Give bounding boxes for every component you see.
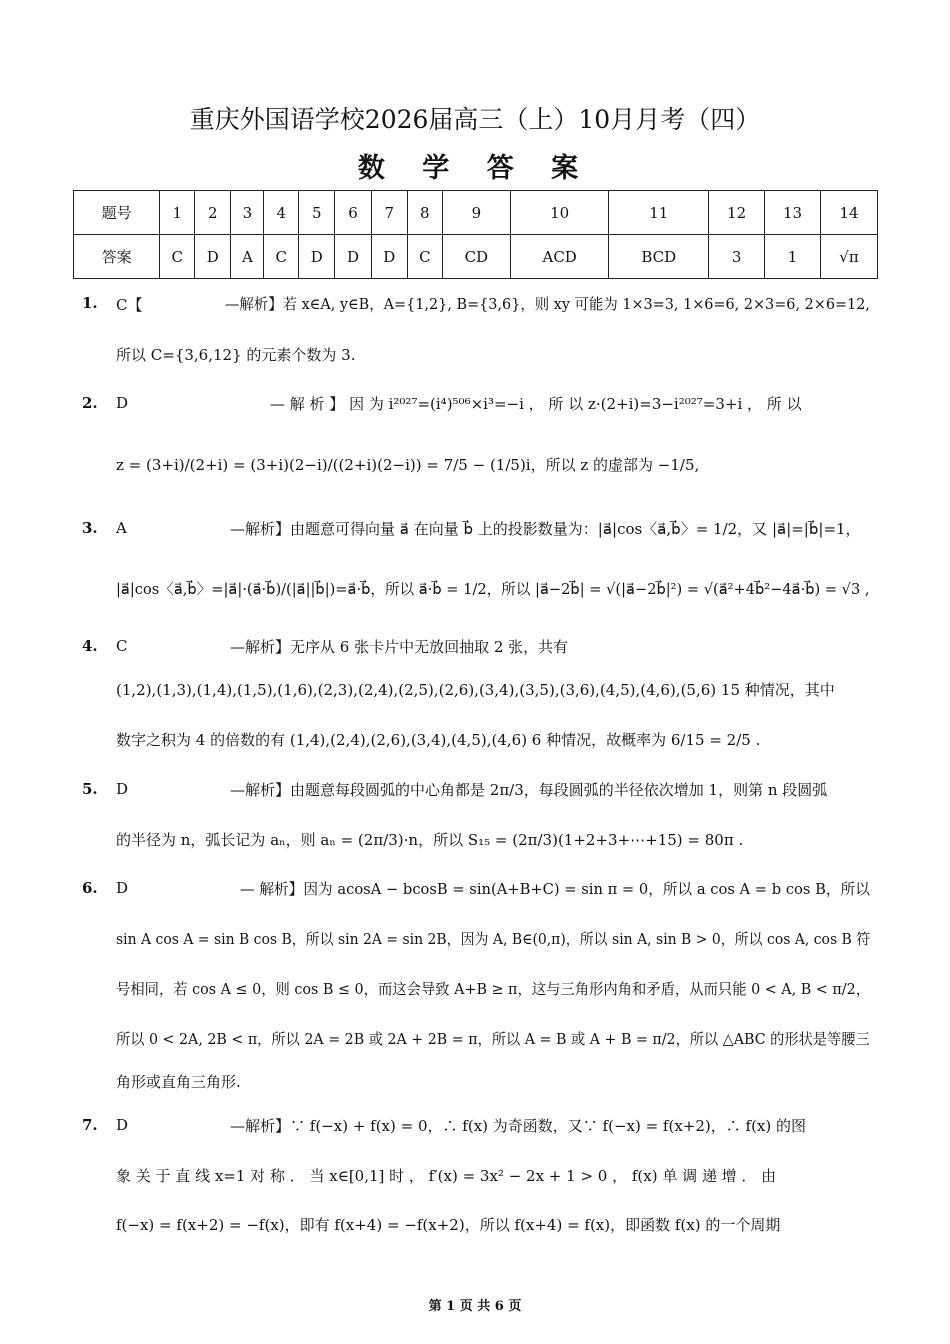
question-number-cell: 8	[407, 191, 442, 235]
answer-cell: A	[231, 235, 264, 279]
document-subtitle: 数 学 答 案	[357, 153, 593, 184]
solution-line: —解析】无序从 6 张卡片中无放回抽取 2 张，共有	[230, 638, 569, 656]
answer-cell: ACD	[510, 235, 608, 279]
answer-choice: A	[116, 519, 127, 537]
answer-cell: √π	[821, 235, 878, 279]
question-number: 7.	[82, 1116, 98, 1134]
question-number-cell: 2	[195, 191, 231, 235]
answer-choice: D	[116, 394, 129, 412]
answer-cell: C	[407, 235, 442, 279]
document-title: 重庆外国语学校2026届高三（上）10月月考（四）	[189, 105, 761, 134]
question-number: 4.	[82, 637, 98, 655]
solution-line: 所以 C={3,6,12} 的元素个数为 3.	[116, 346, 356, 364]
solution-line: |a⃗|cos〈a⃗,b⃗〉=|a⃗|·(a⃗·b⃗)/(|a⃗||b⃗|)=a⃗·b⃗，所以 a⃗·b⃗ = 1/2，所以 |a⃗−2b⃗| = √(|a⃗−2b⃗|²) = √(a⃗²+4b⃗²−4a⃗·b⃗) = √3 ,	[116, 580, 870, 598]
solution-line: f(−x) = f(x+2) = −f(x)，即有 f(x+4) = −f(x+2)，所以 f(x+4) = f(x)，即函数 f(x) 的一个周期	[116, 1216, 781, 1234]
question-number-cell: 11	[609, 191, 709, 235]
question-number: 5.	[82, 780, 98, 798]
solution-line: —解析】由题意每段圆弧的中心角都是 2π/3，每段圆弧的半径依次增加 1，则第 n 段圆弧	[230, 781, 828, 799]
answer-choice: D	[116, 780, 129, 798]
row-label: 题号	[74, 191, 160, 235]
question-number: 2.	[82, 394, 98, 412]
question-number-cell: 12	[709, 191, 765, 235]
answer-choice: D	[116, 879, 129, 897]
answer-choice: D	[116, 1116, 129, 1134]
solution-line: 所以 0 < 2A, 2B < π，所以 2A = 2B 或 2A + 2B = π，所以 A = B 或 A + B = π/2，所以 △ABC 的形状是等腰三	[116, 1030, 870, 1048]
answer-cell: D	[371, 235, 407, 279]
solution-line: 的半径为 n，弧长记为 aₙ，则 aₙ = (2π/3)·n，所以 S₁₅ = (2π/3)(1+2+3+⋯+15) = 80π .	[116, 831, 744, 849]
solution-line: z = (3+i)/(2+i) = (3+i)(2−i)/((2+i)(2−i)) = 7/5 − (1/5)i，所以 z 的虚部为 −1/5,	[116, 456, 700, 474]
row-label: 答案	[74, 235, 160, 279]
answer-cell: D	[299, 235, 335, 279]
answer-cell: D	[195, 235, 231, 279]
solution-line: — 解 析 】 因 为 i²⁰²⁷=(i⁴)⁵⁰⁶×i³=−i ， 所 以 z·(2+i)=3−i²⁰²⁷=3+i ， 所 以	[270, 395, 802, 413]
question-number-cell: 9	[442, 191, 510, 235]
answer-cell: C	[160, 235, 195, 279]
answer-table	[73, 190, 878, 279]
question-number-row	[74, 191, 878, 235]
answer-choice: C【	[116, 296, 143, 314]
question-number-cell: 10	[510, 191, 608, 235]
question-number: 6.	[82, 879, 98, 897]
question-number: 1.	[82, 294, 98, 312]
question-number-cell: 13	[765, 191, 821, 235]
answer-row	[74, 235, 878, 279]
answer-cell: 1	[765, 235, 821, 279]
question-number-cell: 3	[231, 191, 264, 235]
solution-line: (1,2),(1,3),(1,4),(1,5),(1,6),(2,3),(2,4),(2,5),(2,6),(3,4),(3,5),(3,6),(4,5),(4,6),(5,6) 15 种情况，其中	[116, 681, 835, 699]
question-number-cell: 1	[160, 191, 195, 235]
solution-line: 号相同，若 cos A ≤ 0，则 cos B ≤ 0，而这会导致 A+B ≥ π，这与三角形内角和矛盾，从而只能 0 < A, B < π/2，	[116, 980, 871, 998]
solution-line: — 解析】因为 acosA − bcosB = sin(A+B+C) = sin π = 0，所以 a cos A = b cos B，所以	[240, 880, 870, 898]
question-number-cell: 6	[335, 191, 371, 235]
answer-cell: C	[264, 235, 299, 279]
solution-line: sin A cos A = sin B cos B，所以 sin 2A = sin 2B，因为 A, B∈(0,π)，所以 sin A, sin B > 0，所以 cos A, cos B 符	[116, 930, 871, 948]
answer-cell: 3	[709, 235, 765, 279]
question-number-cell: 4	[264, 191, 299, 235]
question-number-cell: 14	[821, 191, 878, 235]
answer-cell: BCD	[609, 235, 709, 279]
page-footer: 第 1 页 共 6 页	[428, 1299, 522, 1314]
question-number: 3.	[82, 519, 98, 537]
solution-line: —解析】若 x∈A, y∈B，A={1,2}, B={3,6}，则 xy 可能为 1×3=3, 1×6=6, 2×3=6, 2×6=12,	[225, 295, 870, 313]
solution-line: —解析】∵ f(−x) + f(x) = 0，∴ f(x) 为奇函数，又∵ f(−x) = f(x+2)，∴ f(x) 的图	[230, 1117, 807, 1135]
question-number-cell: 7	[371, 191, 407, 235]
question-number-cell: 5	[299, 191, 335, 235]
answer-cell: CD	[442, 235, 510, 279]
solution-line: —解析】由题意可得向量 a⃗ 在向量 b⃗ 上的投影数量为：|a⃗|cos〈a⃗,b⃗〉= 1/2，又 |a⃗|=|b⃗|=1，	[230, 520, 861, 538]
answer-choice: C	[116, 637, 128, 655]
solution-line: 象 关 于 直 线 x=1 对 称 ． 当 x∈[0,1] 时 ， f′(x) = 3x² − 2x + 1 > 0 ， f(x) 单 调 递 增 ． 由	[116, 1167, 777, 1185]
answer-cell: D	[335, 235, 371, 279]
solution-line: 数字之积为 4 的倍数的有 (1,4),(2,4),(2,6),(3,4),(4,5),(4,6) 6 种情况，故概率为 6/15 = 2/5 .	[116, 731, 761, 749]
solution-line: 角形或直角三角形.	[116, 1073, 241, 1091]
